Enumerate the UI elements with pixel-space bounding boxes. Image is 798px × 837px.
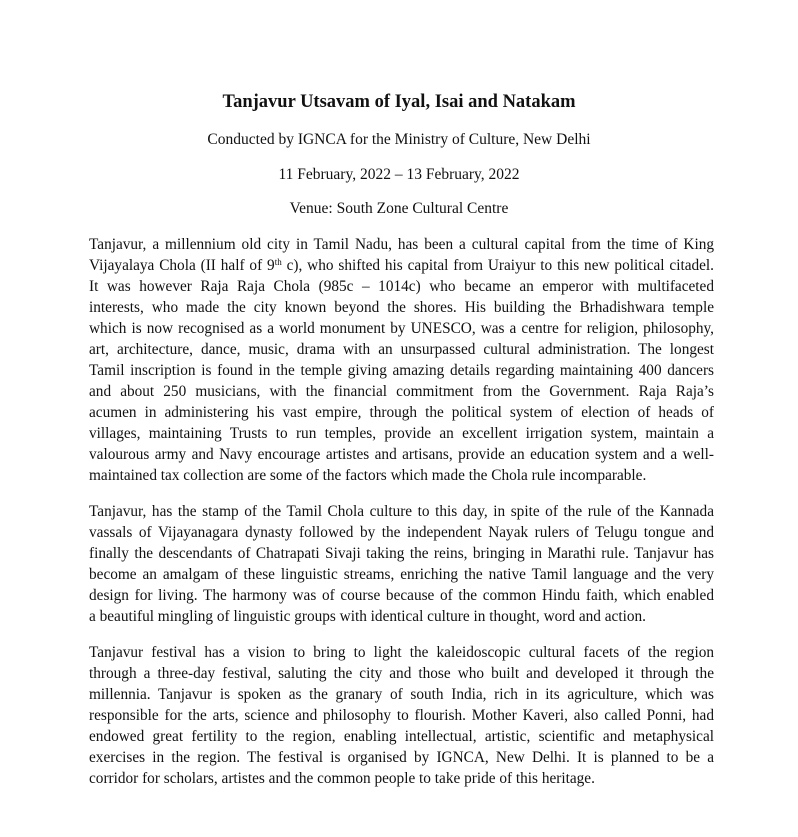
text-line: interests, who made the city known beyond the shores. His building the Brhadishwara temple	[89, 299, 714, 316]
text-line: Tanjavur, a millennium old city in Tamil Nadu, has been a cultural capital from the time of King	[89, 236, 714, 253]
event-dates: 11 February, 2022 – 13 February, 2022	[278, 166, 520, 183]
text-line: and about 250 musicians, with the financial commitment from the Government. Raja Raja’s	[89, 383, 714, 400]
paragraph-3	[89, 642, 714, 789]
text-line: endowed great fertility to the region, enabling intellectual, artistic, scientific and metaphysical	[89, 728, 714, 745]
text-line: finally the descendants of Chatrapati Sivaji taking the reins, bringing in Marathi rule. Tanjavur has	[89, 545, 714, 562]
text-line: vassals of Vijayanagara dynasty followed by the independent Nayak rulers of Telugu tongue and	[89, 524, 714, 541]
text-line: villages, maintaining Trusts to run temples, provide an excellent irrigation system, maintain a	[89, 425, 714, 442]
document-subtitle: Conducted by IGNCA for the Ministry of Culture, New Delhi	[207, 131, 591, 148]
paragraph-2	[89, 501, 714, 627]
text-span: c), who shifted his capital from Uraiyur to this new political citadel.	[281, 257, 714, 274]
paragraph-1	[89, 234, 714, 486]
text-line	[89, 255, 714, 276]
event-venue: Venue: South Zone Cultural Centre	[289, 200, 509, 217]
text-line: maintained tax collection are some of the factors which made the Chola rule incomparable.	[89, 467, 647, 484]
text-line: through a three-day festival, saluting the city and those who built and developed it through the	[89, 665, 714, 682]
text-line: exercises in the region. The festival is organised by IGNCA, New Delhi. It is planned to be a	[89, 749, 714, 766]
text-line: acumen in administering his vast empire, through the political system of election of heads of	[89, 404, 714, 421]
text-line: millennia. Tanjavur is spoken as the granary of south India, rich in its agriculture, which was	[89, 686, 714, 703]
text-line: art, architecture, dance, music, drama with an unsurpassed cultural administration. The longest	[89, 341, 714, 358]
text-span: Vijayalaya Chola (II half of 9	[89, 257, 275, 274]
text-line: a beautiful mingling of linguistic groups with identical culture in thought, word and action.	[89, 608, 646, 625]
text-line: Tamil inscription is found in the temple giving amazing details regarding maintaining 400 dancers	[89, 362, 714, 379]
text-line: responsible for the arts, science and philosophy to flourish. Mother Kaveri, also called Ponni, had	[89, 707, 714, 724]
text-line: design for living. The harmony was of course because of the common Hindu faith, which enabled	[89, 587, 714, 604]
text-line: corridor for scholars, artistes and the common people to take pride of this heritage.	[89, 770, 595, 787]
text-line: Tanjavur, has the stamp of the Tamil Chola culture to this day, in spite of the rule of the Kannada	[89, 503, 714, 520]
text-line: It was however Raja Raja Chola (985c – 1014c) who became an emperor with multifaceted	[89, 278, 714, 295]
text-line: which is now recognised as a world monument by UNESCO, was a centre for religion, philosophy,	[89, 320, 714, 337]
document-title: Tanjavur Utsavam of Iyal, Isai and Natakam	[222, 92, 576, 112]
text-line: become an amalgam of these linguistic streams, enriching the native Tamil language and the very	[89, 566, 714, 583]
text-line: valourous army and Navy encourage artistes and artisans, provide an education system and a well-	[89, 446, 714, 463]
superscript: th	[274, 257, 282, 267]
text-line: Tanjavur festival has a vision to bring to light the kaleidoscopic cultural facets of the region	[89, 644, 714, 661]
